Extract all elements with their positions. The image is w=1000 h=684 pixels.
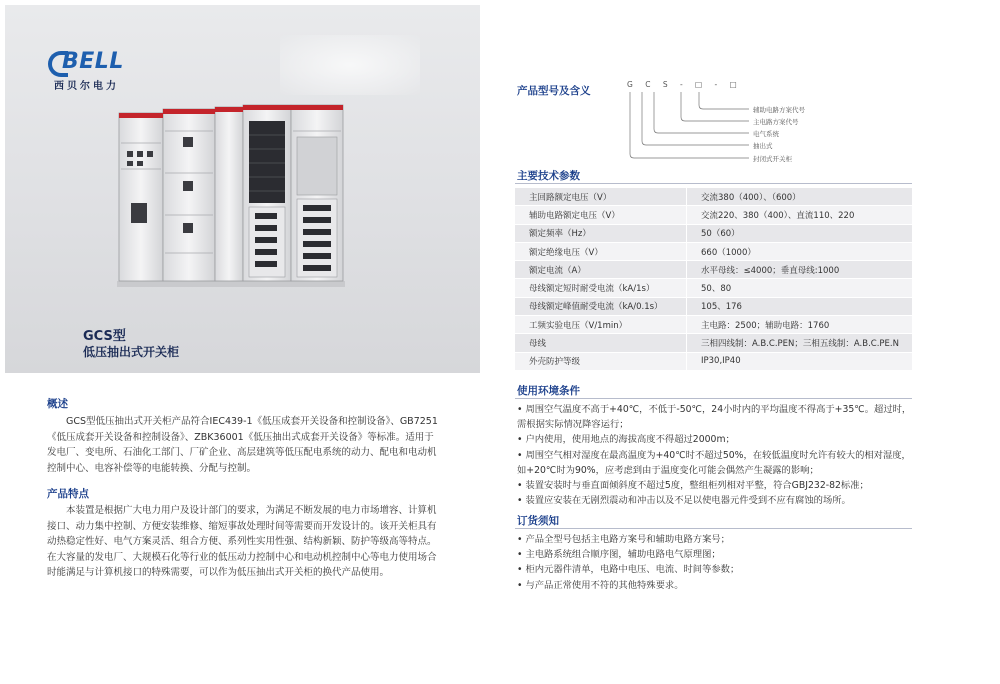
param-name-cell: 额定电流（A）: [515, 261, 687, 279]
overview-paragraph: GCS型低压抽出式开关柜产品符合IEC439-1《低压成套开关设备和控制设备》、GB7251《低压成套开关设备和控制设备》、ZBK36001《低压抽出式成套开关设备》等标准。适用于发电厂、变电所、石油化工部门、厂矿企业、高层建筑等低压配电系统的动力、配电和电动机控制中心、电容补偿等的电能转换、分配与控制。: [47, 416, 438, 474]
hero-panel: [5, 5, 480, 373]
list-item: • 装置安装时与垂直面倾斜度不超过5度，整组柜列相对平整，符合GBJ232-82标准；: [517, 480, 869, 492]
table-row: [515, 224, 912, 242]
overview-text: [47, 414, 442, 476]
list-item: • 周围空气温度不高于+40℃，不低于-50℃，24小时内的平均温度不得高于+35℃。超过时，需根据实际情况降容运行；: [517, 404, 912, 431]
model-label-electrical-system: 电气系统: [753, 130, 779, 138]
table-row: [515, 352, 912, 370]
tech-params-title: 主要技术参数: [517, 170, 580, 182]
param-name-cell: 外壳防护等级: [515, 352, 687, 370]
list-item: • 主电路系统组合顺序图，辅助电路电气原理图；: [517, 549, 721, 561]
model-label-main-circuit: 主电路方案代号: [753, 118, 799, 126]
param-value-cell: 50（60）: [687, 224, 913, 242]
features-paragraph: 本装置是根据广大电力用户及设计部门的要求，为满足不断发展的电力市场增容、计算机接口、动力集中控制、方便安装维修、缩短事故处理时间等需要而开发设计的。该开关柜具有动热稳定性好、电气方案灵活、组合方便、系列性实用性强、结构新颖、防护等级高等特点。在大容量的发电厂、大规模石化等行业的低压动力控制中心和电动机控制中心等电力使用场合时能满足与计算机接口的特殊需要，可以作为低压抽出式开关柜的换代产品使用。: [47, 505, 437, 578]
list-item: • 柜内元器件清单，电路中电压、电流、时间等参数；: [517, 564, 740, 576]
param-name-cell: 辅助电路额定电压（V）: [515, 206, 687, 224]
param-value-cell: 660（1000）: [687, 242, 913, 260]
list-item: • 户内使用，使用地点的海拔高度不得超过2000m；: [517, 434, 735, 446]
switchgear-cabinet-image: [117, 103, 347, 288]
param-value-cell: 交流220、380（400）、直流110、220: [687, 206, 913, 224]
hero-glow: [280, 35, 420, 95]
param-name-cell: 母线额定峰值耐受电流（kA/0.1s）: [515, 297, 687, 315]
product-title: 低压抽出式开关柜: [83, 345, 180, 359]
param-value-cell: 105、176: [687, 297, 913, 315]
param-name-cell: 工频实验电压（V/1min）: [515, 316, 687, 334]
ordering-divider: [515, 528, 912, 529]
table-row: [515, 206, 912, 224]
table-row: [515, 297, 912, 315]
environment-title: 使用环境条件: [517, 385, 580, 397]
table-row: [515, 188, 912, 206]
table-row: [515, 279, 912, 297]
environment-list: [517, 402, 917, 508]
logo-text: BELL: [62, 49, 124, 74]
model-meaning-title: 产品型号及含义: [517, 85, 591, 97]
param-name-cell: 额定频率（Hz）: [515, 224, 687, 242]
product-model: GCS型: [83, 329, 126, 344]
param-value-cell: 50、80: [687, 279, 913, 297]
list-item: • 装置应安装在无剧烈震动和冲击以及不足以使电器元件受到不应有腐蚀的场所。: [517, 495, 851, 507]
brand-logo: [48, 47, 138, 91]
table-row: [515, 334, 912, 352]
param-name-cell: 额定绝缘电压（V）: [515, 242, 687, 260]
list-item: • 周围空气相对湿度在最高温度为+40℃时不超过50%，在较低温度时允许有较大的相对湿度，如+20℃时为90%，应考虑到由于温度变化可能会偶然产生凝露的影响；: [517, 449, 911, 476]
param-name-cell: 母线: [515, 334, 687, 352]
model-bracket-lines: [627, 88, 757, 170]
param-name-cell: 母线额定短时耐受电流（kA/1s）: [515, 279, 687, 297]
param-value-cell: 主电路：2500；辅助电路：1760: [687, 316, 913, 334]
param-value-cell: 三相四线制：A.B.C.PEN；三相五线制：A.B.C.PE.N: [687, 334, 913, 352]
param-value-cell: 水平母线：≤4000；垂直母线:1000: [687, 261, 913, 279]
model-label-enclosed: 封闭式开关柜: [753, 155, 792, 163]
tech-params-divider: [515, 183, 912, 184]
tech-params-table: [515, 188, 912, 371]
param-name-cell: 主回路额定电压（V）: [515, 188, 687, 206]
features-title: 产品特点: [47, 488, 89, 500]
list-item: • 与产品正常使用不符的其他特殊要求。: [517, 579, 684, 591]
ordering-list: [517, 532, 917, 593]
param-value-cell: 交流380（400）、（600）: [687, 188, 913, 206]
list-item: • 产品全型号包括主电路方案号和辅助电路方案号；: [517, 534, 730, 545]
model-label-aux-circuit: 辅助电路方案代号: [753, 106, 805, 114]
ordering-title: 订货须知: [517, 515, 559, 527]
param-value-cell: IP30,IP40: [687, 352, 913, 370]
model-code-diagram: [627, 80, 827, 170]
logo-subtitle: 西贝尔电力: [54, 81, 119, 92]
table-row: [515, 261, 912, 279]
features-text: [47, 503, 442, 581]
table-row: [515, 242, 912, 260]
model-code: G C S - □ - □: [627, 80, 742, 89]
overview-title: 概述: [47, 398, 68, 410]
table-row: [515, 316, 912, 334]
environment-divider: [515, 398, 912, 399]
model-label-draw-out: 抽出式: [753, 142, 773, 150]
